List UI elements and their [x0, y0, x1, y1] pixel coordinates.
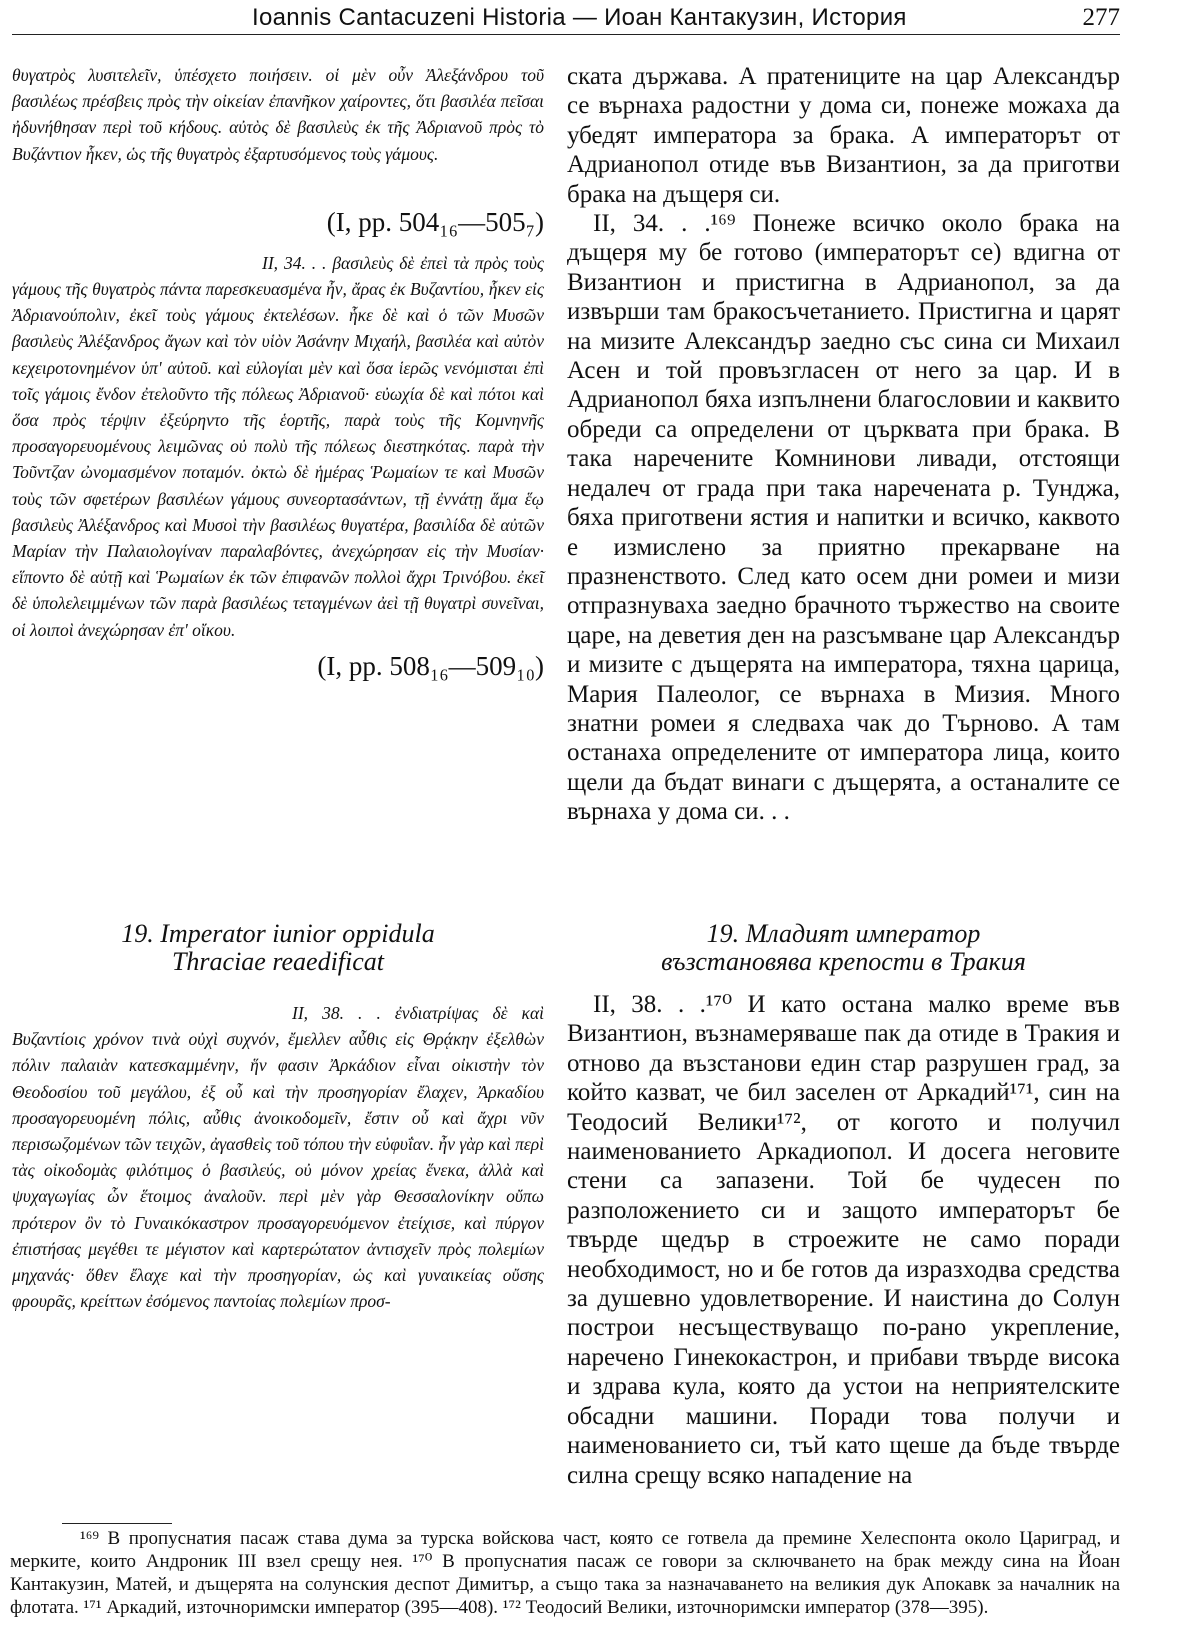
- right-column-top: [567, 62, 1120, 827]
- bulgarian-paragraph: II, 38. . .¹⁷⁰ И като остана малко време във Византион, възнамеряваше пак да отиде в Тракия и отново да възстанови един стар разрушен град, за който казват, че бил заселен от Аркадий¹⁷¹, син на Теодосий Велики¹⁷², от когото и получил наименованието Аркадиопол. И досега неговите стени са запазени. Той бе чудесен по разположението си и защото императорът бе твърде щедър в строежите не само поради необходимост, но и бе готов да изразходва средства за душевно удовлетворение. И наистина до Солун построи несъществуващо по-рано укрепление, наречено Гинекокастрон, и прибави твърде висока и здрава кула, която да устои на неприятелските обсадни машини. Поради това получи и наименованието си, тъй като щеше да бъде твърде силна срещу всяко нападение на: [567, 991, 1120, 1489]
- left-column-bottom: [12, 1000, 544, 1314]
- left-column-top: [12, 62, 544, 694]
- reference-1: (I, pp. 504₁₆—505₇): [326, 206, 544, 237]
- right-column-bottom: [567, 990, 1120, 1490]
- footnote-rule: [62, 1523, 172, 1524]
- footnote-text: ¹⁶⁹ В пропуснатия пасаж става дума за турска войскова част, която се готвела да премине Хелеспонта около Цариград, и мерките, които Андроник III взел срещу нея. ¹⁷⁰ В пропуснатия пасаж се говори за сключването на брак между сина на Йоан Кантакузин, Матей, и дъщерята на солунския деспот Димитър, а също така за назначаването на великия дук Апокавк за началник на флотата. ¹⁷¹ Аркадий, източноримски император (395—408). ¹⁷² Теодосий Велики, източноримски император (378—395).: [10, 1528, 1120, 1618]
- greek-passage-1: [12, 62, 544, 167]
- section-title-latin-line: 19. Imperator iunior oppidula: [121, 919, 435, 948]
- section-title-bulgarian-line: възстановява крепости в Тракия: [661, 947, 1026, 976]
- running-header: [12, 4, 1120, 35]
- reference-2: (I, pp. 508₁₆—509₁₀): [317, 650, 544, 681]
- section-title-latin: [12, 920, 544, 976]
- greek-text: II, 38. . . ἐνδιατρίψας δὲ καὶ Βυζαντίοις χρόνον τινὰ οὐχὶ συχνόν, ἔμελλεν αὖθις εἰς Θρᾴκην ἐξελθὼν πόλιν παλαιὰν κατεσκαμμένην, ἥν φασιν Ἀρκάδιον εἶναι οἰκιστὴν τὸν Θεοδοσίου τοῦ μεγάλου, ἐξ οὗ καὶ τὴν προσηγορίαν ἔλαχεν, Ἀρκαδίου προσαγορευομένη πόλις, αὖθις ἀνοικοδομεῖν, ἔστιν οὗ καὶ ἄχρι νῦν περισωζομένων τῶν τειχῶν, ἀγασθεὶς τοῦ τόπου τὴν εὐφυΐαν. ἦν γὰρ καὶ περὶ τὰς οἰκοδομὰς φιλότιμος ὁ βασιλεύς, οὐ μόνον χρείας ἕνεκα, ἀλλὰ καὶ ψυχαγωγίας ὧν ἕτοιμος ἀναλοῦν. περὶ μὲν γὰρ Θεσσαλονίκην οὔπω πρότερον ὂν τὸ Γυναικόκαστρον προσαγορευόμενον ἐτείχισε, καὶ πύργον ἐπιστήσας μεγέθει τε μέγιστον καὶ καρτερώτατον ἀντισχεῖν πρὸς πολεμίων μηχανάς· ὅθεν ἔλαχε καὶ τὴν προσηγορίαν, ὡς καὶ γυναικείας οὔσης φρουρᾶς, κρείττων ἐσόμενος παντοίας πολεμίων προσ-: [12, 1003, 544, 1312]
- greek-text: θυγατρὸς λυσιτελεῖν, ὑπέσχετο ποιήσειν. οἱ μὲν οὖν Ἀλεξάνδρου τοῦ βασιλέως πρέσβεις πρὸς τὴν οἰκείαν ἐπανῆκον χαίροντες, ὅτι βασιλέα πεῖσαι ἠδυνήθησαν περὶ τοῦ κήδους. αὐτὸς δὲ βασιλεὺς ἐκ τῆς Ἀδριανοῦ πρὸς τὸ Βυζάντιον ἧκεν, ὡς τῆς θυγατρὸς ἐξαρτυσόμενος τοὺς γάμους.: [12, 65, 544, 164]
- bulgarian-paragraph: ската държава. А пратениците на цар Александър се върнаха радостни у дома си, понеже можаха да убедят императора за брака. А императорът от Адрианопол отиде във Византион, за да приготви брака на дъщеря си.: [567, 63, 1120, 208]
- section-title-latin-line: Thraciae reaedificat: [171, 947, 385, 976]
- greek-passage-2: [12, 250, 544, 643]
- running-title: Ioannis Cantacuzeni Historia — Иоан Кантакузин, История: [252, 4, 907, 31]
- bulgarian-paragraph: II, 34. . .¹⁶⁹ Понеже всичко около брака на дъщеря му бе готово (императорът се) вдигна от Византион и пристигна в Адрианопол, за да извърши там бракосъчетанието. Пристигна и царят на мизите Александър заедно със сина си Михаил Асен и той провъзгласен от него за цар. И в Адрианопол бяха изпълнени благословии и каквито обреди са определени от църквата при брака. В така наречените Комнинови ливади, отстоящи недалеч от града при така наречената р. Тунджа, бяха приготвени ястия и напитки и всичко, каквото е измислено за приятно прекарване на празненството. След като осем дни ромеи и мизи отпразнуваха заедно брачното тържество на своите царе, на деветия ден на разсъмване цар Александър и мизите с дъщерята на императора, тяхна царица, Мария Палеолог, се върнаха в Мизия. Много знатни ромеи я следваха чак до Търново. А там останаха определените от императора лица, които щели да бъдат винаги с дъщерята, а останалите се върнаха у дома си. . .: [567, 210, 1120, 826]
- page-number: 277: [1082, 4, 1120, 31]
- footnotes: [10, 1527, 1120, 1619]
- section-title-bulgarian-line: 19. Младият император: [706, 919, 981, 948]
- greek-text: II, 34. . . βασιλεὺς δὲ ἐπεὶ τὰ πρὸς τοὺς γάμους τῆς θυγατρὸς πάντα παρεσκευασμένα ἦν, ἄρας ἐκ Βυζαντίου, ἧκεν εἰς Ἀδριανούπολιν, ἐκεῖ τοὺς γάμους ἐκτελέσων. ἧκε δὲ καὶ ὁ τῶν Μυσῶν βασιλεὺς Ἀλέξανδρος ἄγων καὶ τὸν υἱὸν Ἀσάνην Μιχαήλ, βασιλέα καὶ αὐτὸν κεχειροτονημένον ὑπ' αὐτοῦ. καὶ εὐλογίαι μὲν καὶ ὅσα ἱερῶς νενόμισται ἐπὶ τοῖς γάμοις ἔνδον ἐτελοῦντο τῆς πόλεως Ἀδριανοῦ· εὐωχία δὲ καὶ πότοι καὶ ὅσα πρὸς τέρψιν ἐξεύρηντο τῆς ἑορτῆς, παρὰ τοὺς τῆς Κομνηνῆς προσαγορευομένους λειμῶνας οὐ πολὺ τῆς πόλεως διεστηκότας. παρὰ τὴν Τοῦντζαν ὠνομασμένον ποταμόν. ὀκτὼ δὲ ἡμέρας Ῥωμαίων τε καὶ Μυσῶν τοὺς τῶν σφετέρων βασιλέων γάμους συνεορτασάντων, τῇ ἐννάτῃ ἅμα ἕῳ βασιλεὺς Ἀλέξανδρος καὶ Μυσοὶ τὴν βασιλέως θυγατέρα, βασιλίδα δὲ αὐτῶν Μαρίαν τὴν Παλαιολογίναν παραλαβόντες, ἀνεχώρησαν εἰς τὴν Μυσίαν· εἵποντο δὲ αὐτῇ καὶ Ῥωμαίων ἐκ τῶν ἐπιφανῶν πολλοὶ ἄχρι Τρινόβου. ἐκεῖ δὲ ὑπολελειμμένων τῶν παρὰ βασιλέως τεταγμένων ἀεὶ τῇ θυγατρὶ συνεῖναι, οἱ λοιποὶ ἀνεχώρησαν ἐπ' οἴκου.: [12, 252, 544, 640]
- section-title-bulgarian: [567, 920, 1120, 976]
